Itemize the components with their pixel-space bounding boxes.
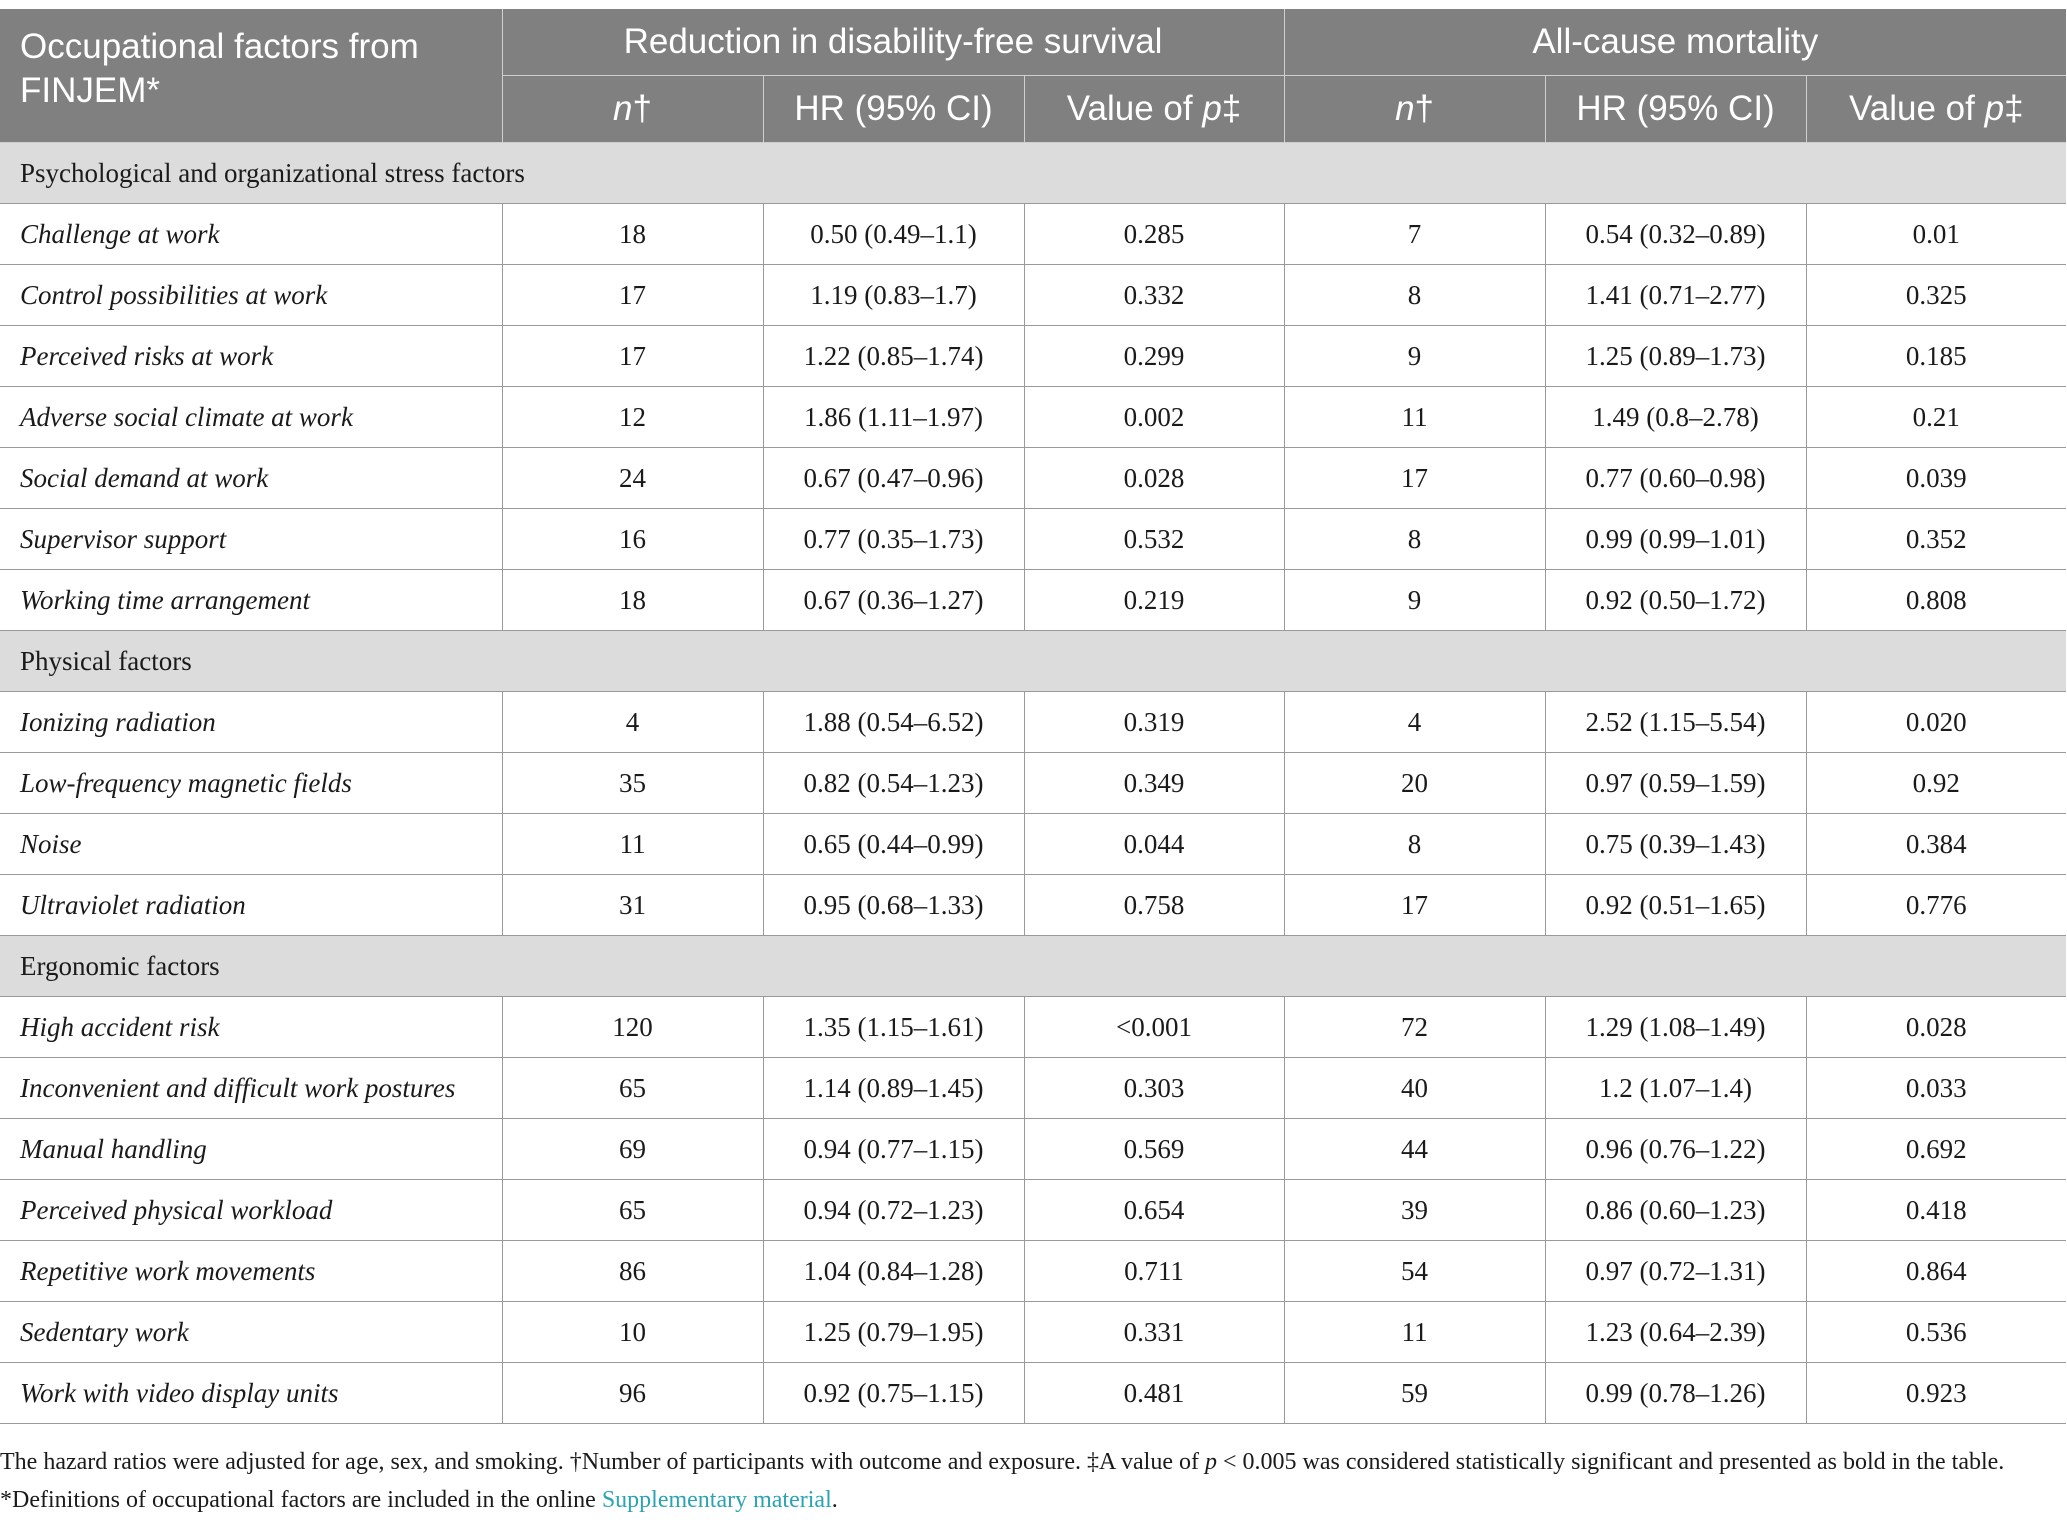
cell-hr-mortality: 0.99 (0.99–1.01) xyxy=(1545,509,1806,570)
cell-n-mortality: 17 xyxy=(1284,448,1545,509)
factor-name: Inconvenient and difficult work postures xyxy=(0,1058,502,1119)
cell-hr-disability: 1.04 (0.84–1.28) xyxy=(763,1241,1024,1302)
footnote-p-var: p xyxy=(1204,1449,1217,1475)
section-row xyxy=(0,143,2066,204)
header-p-mark: ‡ xyxy=(1221,89,1242,128)
table-row xyxy=(0,1302,2066,1363)
cell-n-disability: 86 xyxy=(502,1241,763,1302)
header-p-var: p xyxy=(1984,89,2005,128)
cell-n-disability: 69 xyxy=(502,1119,763,1180)
header-p-2 xyxy=(1806,76,2066,143)
supplementary-material-link[interactable]: Supplementary material xyxy=(601,1487,832,1513)
cell-hr-disability: 0.77 (0.35–1.73) xyxy=(763,509,1024,570)
cell-n-mortality: 4 xyxy=(1284,692,1545,753)
factor-name: Sedentary work xyxy=(0,1302,502,1363)
cell-p-disability: 0.349 xyxy=(1024,753,1284,814)
cell-hr-mortality: 1.25 (0.89–1.73) xyxy=(1545,326,1806,387)
footnote-text-1: The hazard ratios were adjusted for age, sex, and smoking. †Number of participants with outcome and exposure. ‡A value of xyxy=(0,1449,1205,1475)
cell-hr-disability: 1.86 (1.11–1.97) xyxy=(763,387,1024,448)
factor-name: Manual handling xyxy=(0,1119,502,1180)
cell-n-mortality: 72 xyxy=(1284,997,1545,1058)
header-n-label: n xyxy=(1395,89,1415,128)
cell-p-mortality: 0.21 xyxy=(1806,387,2066,448)
cell-hr-mortality: 1.29 (1.08–1.49) xyxy=(1545,997,1806,1058)
cell-n-mortality: 40 xyxy=(1284,1058,1545,1119)
table-container xyxy=(0,9,2066,1424)
cell-p-mortality: 0.01 xyxy=(1806,204,2066,265)
cell-n-disability: 18 xyxy=(502,204,763,265)
header-p-prefix: Value of xyxy=(1849,89,1985,128)
header-n-2 xyxy=(1284,76,1545,143)
factor-name: Repetitive work movements xyxy=(0,1241,502,1302)
header-disability-free-survival: Reduction in disability-free survival xyxy=(502,9,1284,76)
cell-hr-disability: 1.35 (1.15–1.61) xyxy=(763,997,1024,1058)
cell-n-disability: 12 xyxy=(502,387,763,448)
cell-n-disability: 18 xyxy=(502,570,763,631)
table-row xyxy=(0,1241,2066,1302)
table-header xyxy=(0,9,2066,143)
cell-p-disability: <0.001 xyxy=(1024,997,1284,1058)
cell-n-mortality: 44 xyxy=(1284,1119,1545,1180)
table-row xyxy=(0,997,2066,1058)
table-row xyxy=(0,204,2066,265)
cell-hr-disability: 1.19 (0.83–1.7) xyxy=(763,265,1024,326)
factor-name: Ultraviolet radiation xyxy=(0,875,502,936)
cell-n-disability: 16 xyxy=(502,509,763,570)
factor-name: Supervisor support xyxy=(0,509,502,570)
cell-n-disability: 35 xyxy=(502,753,763,814)
cell-p-disability: 0.569 xyxy=(1024,1119,1284,1180)
table-row xyxy=(0,387,2066,448)
cell-p-mortality: 0.384 xyxy=(1806,814,2066,875)
cell-hr-mortality: 0.92 (0.50–1.72) xyxy=(1545,570,1806,631)
factor-name: Challenge at work xyxy=(0,204,502,265)
cell-hr-mortality: 0.97 (0.59–1.59) xyxy=(1545,753,1806,814)
table-row xyxy=(0,1119,2066,1180)
cell-n-disability: 65 xyxy=(502,1180,763,1241)
cell-hr-mortality: 0.99 (0.78–1.26) xyxy=(1545,1363,1806,1424)
cell-n-disability: 96 xyxy=(502,1363,763,1424)
header-hr-2: HR (95% CI) xyxy=(1545,76,1806,143)
cell-hr-disability: 0.92 (0.75–1.15) xyxy=(763,1363,1024,1424)
cell-hr-mortality: 0.92 (0.51–1.65) xyxy=(1545,875,1806,936)
cell-hr-disability: 0.50 (0.49–1.1) xyxy=(763,204,1024,265)
cell-p-mortality: 0.033 xyxy=(1806,1058,2066,1119)
cell-p-mortality: 0.325 xyxy=(1806,265,2066,326)
factor-name: Noise xyxy=(0,814,502,875)
footnote-text-3: . xyxy=(831,1487,838,1513)
table-body xyxy=(0,143,2066,1424)
header-hr-1: HR (95% CI) xyxy=(763,76,1024,143)
header-occupational-factors: Occupational factors from FINJEM* xyxy=(0,9,502,143)
factor-name: Working time arrangement xyxy=(0,570,502,631)
cell-hr-mortality: 2.52 (1.15–5.54) xyxy=(1545,692,1806,753)
cell-p-mortality: 0.185 xyxy=(1806,326,2066,387)
header-p-var: p xyxy=(1202,89,1222,128)
table-row xyxy=(0,875,2066,936)
cell-n-disability: 4 xyxy=(502,692,763,753)
section-row xyxy=(0,631,2066,692)
cell-p-mortality: 0.864 xyxy=(1806,1241,2066,1302)
table-row xyxy=(0,509,2066,570)
cell-hr-disability: 1.14 (0.89–1.45) xyxy=(763,1058,1024,1119)
cell-p-mortality: 0.039 xyxy=(1806,448,2066,509)
cell-n-disability: 120 xyxy=(502,997,763,1058)
cell-hr-mortality: 1.2 (1.07–1.4) xyxy=(1545,1058,1806,1119)
cell-p-mortality: 0.92 xyxy=(1806,753,2066,814)
cell-n-disability: 11 xyxy=(502,814,763,875)
cell-p-mortality: 0.808 xyxy=(1806,570,2066,631)
cell-hr-disability: 0.82 (0.54–1.23) xyxy=(763,753,1024,814)
cell-n-disability: 17 xyxy=(502,265,763,326)
cell-p-disability: 0.481 xyxy=(1024,1363,1284,1424)
header-p-1 xyxy=(1024,76,1284,143)
cell-p-mortality: 0.418 xyxy=(1806,1180,2066,1241)
cell-p-disability: 0.319 xyxy=(1024,692,1284,753)
table-row xyxy=(0,1363,2066,1424)
table-row xyxy=(0,692,2066,753)
cell-hr-disability: 0.94 (0.72–1.23) xyxy=(763,1180,1024,1241)
results-table xyxy=(0,9,2066,1424)
table-row xyxy=(0,1058,2066,1119)
cell-n-mortality: 8 xyxy=(1284,265,1545,326)
cell-n-mortality: 7 xyxy=(1284,204,1545,265)
cell-hr-disability: 0.94 (0.77–1.15) xyxy=(763,1119,1024,1180)
cell-n-disability: 17 xyxy=(502,326,763,387)
cell-hr-mortality: 1.41 (0.71–2.77) xyxy=(1545,265,1806,326)
cell-hr-mortality: 0.96 (0.76–1.22) xyxy=(1545,1119,1806,1180)
cell-hr-mortality: 0.97 (0.72–1.31) xyxy=(1545,1241,1806,1302)
header-all-cause-mortality: All-cause mortality xyxy=(1284,9,2066,76)
cell-hr-disability: 1.25 (0.79–1.95) xyxy=(763,1302,1024,1363)
cell-p-disability: 0.028 xyxy=(1024,448,1284,509)
cell-hr-mortality: 0.75 (0.39–1.43) xyxy=(1545,814,1806,875)
header-n-mark: † xyxy=(632,89,652,128)
factor-name: Perceived physical workload xyxy=(0,1180,502,1241)
section-title: Psychological and organizational stress factors xyxy=(0,143,2066,204)
cell-p-disability: 0.285 xyxy=(1024,204,1284,265)
factor-name: Adverse social climate at work xyxy=(0,387,502,448)
cell-n-mortality: 59 xyxy=(1284,1363,1545,1424)
cell-n-mortality: 39 xyxy=(1284,1180,1545,1241)
section-row xyxy=(0,936,2066,997)
header-n-label: n xyxy=(613,89,633,128)
cell-hr-disability: 0.67 (0.36–1.27) xyxy=(763,570,1024,631)
cell-n-mortality: 9 xyxy=(1284,570,1545,631)
cell-n-disability: 10 xyxy=(502,1302,763,1363)
header-n-1 xyxy=(502,76,763,143)
cell-n-mortality: 9 xyxy=(1284,326,1545,387)
cell-p-disability: 0.758 xyxy=(1024,875,1284,936)
cell-hr-mortality: 0.54 (0.32–0.89) xyxy=(1545,204,1806,265)
table-row xyxy=(0,265,2066,326)
footnote-text-2: < 0.005 was considered statistically significant and presented as bold in the table. *Definitions of occupational factors are included in the online xyxy=(0,1449,2005,1513)
cell-hr-disability: 1.22 (0.85–1.74) xyxy=(763,326,1024,387)
cell-p-mortality: 0.923 xyxy=(1806,1363,2066,1424)
cell-n-mortality: 11 xyxy=(1284,1302,1545,1363)
cell-p-disability: 0.219 xyxy=(1024,570,1284,631)
factor-name: Social demand at work xyxy=(0,448,502,509)
cell-p-mortality: 0.776 xyxy=(1806,875,2066,936)
section-title: Physical factors xyxy=(0,631,2066,692)
cell-hr-disability: 0.67 (0.47–0.96) xyxy=(763,448,1024,509)
cell-p-mortality: 0.020 xyxy=(1806,692,2066,753)
factor-name: Control possibilities at work xyxy=(0,265,502,326)
cell-hr-mortality: 0.86 (0.60–1.23) xyxy=(1545,1180,1806,1241)
cell-n-mortality: 8 xyxy=(1284,509,1545,570)
cell-hr-mortality: 1.23 (0.64–2.39) xyxy=(1545,1302,1806,1363)
cell-hr-disability: 1.88 (0.54–6.52) xyxy=(763,692,1024,753)
cell-n-mortality: 17 xyxy=(1284,875,1545,936)
cell-p-mortality: 0.536 xyxy=(1806,1302,2066,1363)
cell-n-mortality: 54 xyxy=(1284,1241,1545,1302)
cell-p-mortality: 0.352 xyxy=(1806,509,2066,570)
factor-name: Work with video display units xyxy=(0,1363,502,1424)
cell-p-disability: 0.331 xyxy=(1024,1302,1284,1363)
cell-p-disability: 0.044 xyxy=(1024,814,1284,875)
cell-hr-mortality: 0.77 (0.60–0.98) xyxy=(1545,448,1806,509)
cell-n-mortality: 20 xyxy=(1284,753,1545,814)
cell-n-disability: 24 xyxy=(502,448,763,509)
header-p-prefix: Value of xyxy=(1066,89,1203,128)
table-row xyxy=(0,570,2066,631)
table-footnote xyxy=(0,1443,2066,1519)
cell-p-mortality: 0.692 xyxy=(1806,1119,2066,1180)
cell-p-disability: 0.303 xyxy=(1024,1058,1284,1119)
table-row xyxy=(0,326,2066,387)
section-title: Ergonomic factors xyxy=(0,936,2066,997)
cell-p-mortality: 0.028 xyxy=(1806,997,2066,1058)
table-row xyxy=(0,448,2066,509)
cell-n-disability: 31 xyxy=(502,875,763,936)
header-p-mark: ‡ xyxy=(2004,89,2024,128)
cell-p-disability: 0.532 xyxy=(1024,509,1284,570)
cell-hr-disability: 0.65 (0.44–0.99) xyxy=(763,814,1024,875)
cell-p-disability: 0.332 xyxy=(1024,265,1284,326)
factor-name: Ionizing radiation xyxy=(0,692,502,753)
cell-hr-mortality: 1.49 (0.8–2.78) xyxy=(1545,387,1806,448)
factor-name: Perceived risks at work xyxy=(0,326,502,387)
cell-p-disability: 0.002 xyxy=(1024,387,1284,448)
factor-name: High accident risk xyxy=(0,997,502,1058)
table-row xyxy=(0,1180,2066,1241)
cell-hr-disability: 0.95 (0.68–1.33) xyxy=(763,875,1024,936)
header-n-mark: † xyxy=(1414,89,1434,128)
table-row xyxy=(0,814,2066,875)
cell-n-disability: 65 xyxy=(502,1058,763,1119)
cell-p-disability: 0.299 xyxy=(1024,326,1284,387)
factor-name: Low-frequency magnetic fields xyxy=(0,753,502,814)
cell-n-mortality: 11 xyxy=(1284,387,1545,448)
cell-p-disability: 0.711 xyxy=(1024,1241,1284,1302)
cell-p-disability: 0.654 xyxy=(1024,1180,1284,1241)
cell-n-mortality: 8 xyxy=(1284,814,1545,875)
table-row xyxy=(0,753,2066,814)
